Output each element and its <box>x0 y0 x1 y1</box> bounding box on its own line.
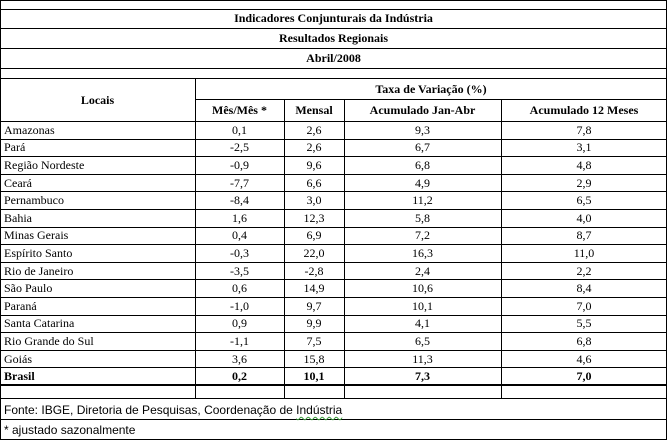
table-row <box>0 316 667 334</box>
value-cell: 8,4 <box>576 281 592 296</box>
value-cell: 6,7 <box>415 140 430 155</box>
value-cell: 6,5 <box>415 333 430 348</box>
value-cell: 0,4 <box>232 228 247 243</box>
value-cell: 2,2 <box>576 263 592 278</box>
value-cell: -2,5 <box>230 140 249 155</box>
value-cell: 3,6 <box>232 351 247 366</box>
row-label: Rio de Janeiro <box>4 263 74 278</box>
value-cell: 2,9 <box>576 175 592 190</box>
value-cell: 4,9 <box>415 175 430 190</box>
row-label: Rio Grande do Sul <box>4 333 94 348</box>
value-cell: 2,4 <box>415 263 430 278</box>
report-title: Indicadores Conjunturais da Indústria <box>234 11 433 25</box>
value-cell: 11,3 <box>412 351 433 366</box>
table-row <box>0 228 667 246</box>
value-cell: 2,6 <box>306 140 322 155</box>
row-label: Região Nordeste <box>4 157 85 172</box>
table-row <box>0 192 667 210</box>
value-cell: -0,9 <box>230 157 249 172</box>
value-cell: 22,0 <box>303 245 325 260</box>
value-cell: 9,3 <box>415 122 430 137</box>
value-cell: 10,1 <box>412 298 433 313</box>
table-row <box>0 210 667 228</box>
report-subtitle: Resultados Regionais <box>278 31 388 45</box>
value-cell: 9,9 <box>306 316 322 331</box>
col-header-12-meses: Acumulado 12 Meses <box>529 103 639 117</box>
value-cell: -0,3 <box>230 245 249 260</box>
subtitle-row <box>0 29 667 49</box>
value-cell: 0,9 <box>232 316 247 331</box>
value-cell: 11,2 <box>412 193 433 208</box>
taxa-header: Taxa de Variação (%) <box>375 81 487 96</box>
value-cell: -1,1 <box>230 333 249 348</box>
source-note <box>4 403 342 417</box>
value-cell: 9,7 <box>306 298 322 313</box>
spacer-bottom-line <box>0 398 667 399</box>
row-label: Amazonas <box>4 122 55 137</box>
title-row <box>0 9 667 29</box>
row-label: Santa Catarina <box>4 316 75 331</box>
value-cell: 0,1 <box>232 122 247 137</box>
col-header-mes: Mês/Mês * <box>212 103 267 117</box>
value-cell: 5,8 <box>415 210 430 225</box>
value-cell: 5,5 <box>576 316 592 331</box>
report-period: Abril/2008 <box>306 51 361 65</box>
value-cell: 0,2 <box>232 369 247 384</box>
value-cell: -2,8 <box>304 263 324 278</box>
col-header-jan-abr: Acumulado Jan-Abr <box>369 103 476 117</box>
value-cell: 3,0 <box>306 193 322 208</box>
row-label: Espírito Santo <box>4 245 73 260</box>
row-label: Paraná <box>4 298 37 313</box>
value-cell: 6,9 <box>306 228 322 243</box>
adjustment-note: * ajustado sazonalmente <box>4 423 136 437</box>
value-cell: 4,1 <box>415 316 430 331</box>
value-cell: 4,6 <box>576 351 592 366</box>
value-cell: 4,0 <box>576 210 592 225</box>
value-cell: 7,5 <box>306 333 322 348</box>
value-cell: 10,6 <box>412 281 433 296</box>
row-label: Goiás <box>4 351 32 366</box>
value-cell: 7,8 <box>576 122 592 137</box>
value-cell: 4,8 <box>576 157 592 172</box>
value-cell: 16,3 <box>412 245 433 260</box>
row-label: Bahia <box>4 210 32 225</box>
value-cell: 8,7 <box>576 228 592 243</box>
period-row <box>0 49 667 69</box>
value-cell: 14,9 <box>303 281 325 296</box>
value-cell: 9,6 <box>306 157 322 172</box>
table-row <box>0 175 667 193</box>
value-cell: 6,8 <box>576 333 592 348</box>
value-cell: 6,8 <box>415 157 430 172</box>
col-header-mensal: Mensal <box>295 103 333 117</box>
total-bottom-line <box>0 384 667 385</box>
table-row <box>0 263 667 281</box>
value-cell: 12,3 <box>303 210 325 225</box>
table-row <box>0 245 667 263</box>
value-cell: 1,6 <box>232 210 247 225</box>
row-label: Pernambuco <box>4 193 64 208</box>
value-cell: 6,6 <box>306 175 322 190</box>
value-cell: -3,5 <box>230 263 249 278</box>
value-cell: 2,6 <box>306 122 322 137</box>
value-cell: 7,3 <box>415 369 430 384</box>
value-cell: 6,5 <box>576 193 592 208</box>
value-cell: -7,7 <box>230 175 249 190</box>
value-cell: 7,0 <box>576 298 592 313</box>
table-row <box>0 122 667 140</box>
table-row <box>0 333 667 351</box>
value-cell: 0,6 <box>232 281 247 296</box>
locais-header: Locais <box>80 92 115 107</box>
value-cell: 7,2 <box>415 228 430 243</box>
value-cell: -8,4 <box>230 193 249 208</box>
source-bottom-line <box>0 419 667 420</box>
header-top-line <box>0 78 667 79</box>
source-spellcheck-word: Indústria <box>296 403 343 417</box>
source-text: Fonte: IBGE, Diretoria de Pesquisas, Coordenação de <box>4 403 297 417</box>
table-row <box>0 157 667 175</box>
value-cell: 7,0 <box>576 369 592 384</box>
row-label: Minas Gerais <box>4 228 69 243</box>
row-label: Pará <box>4 140 26 155</box>
value-cell: 10,1 <box>303 369 325 384</box>
table-row <box>0 280 667 298</box>
row-label: Ceará <box>4 175 32 190</box>
table-row <box>0 351 667 369</box>
value-cell: 3,1 <box>576 140 592 155</box>
row-label: São Paulo <box>4 281 53 296</box>
table-row <box>0 140 667 158</box>
table-row <box>0 298 667 316</box>
value-cell: 15,8 <box>303 351 325 366</box>
value-cell: -1,0 <box>230 298 249 313</box>
row-label: Brasil <box>4 369 35 384</box>
value-cell: 11,0 <box>573 245 595 260</box>
